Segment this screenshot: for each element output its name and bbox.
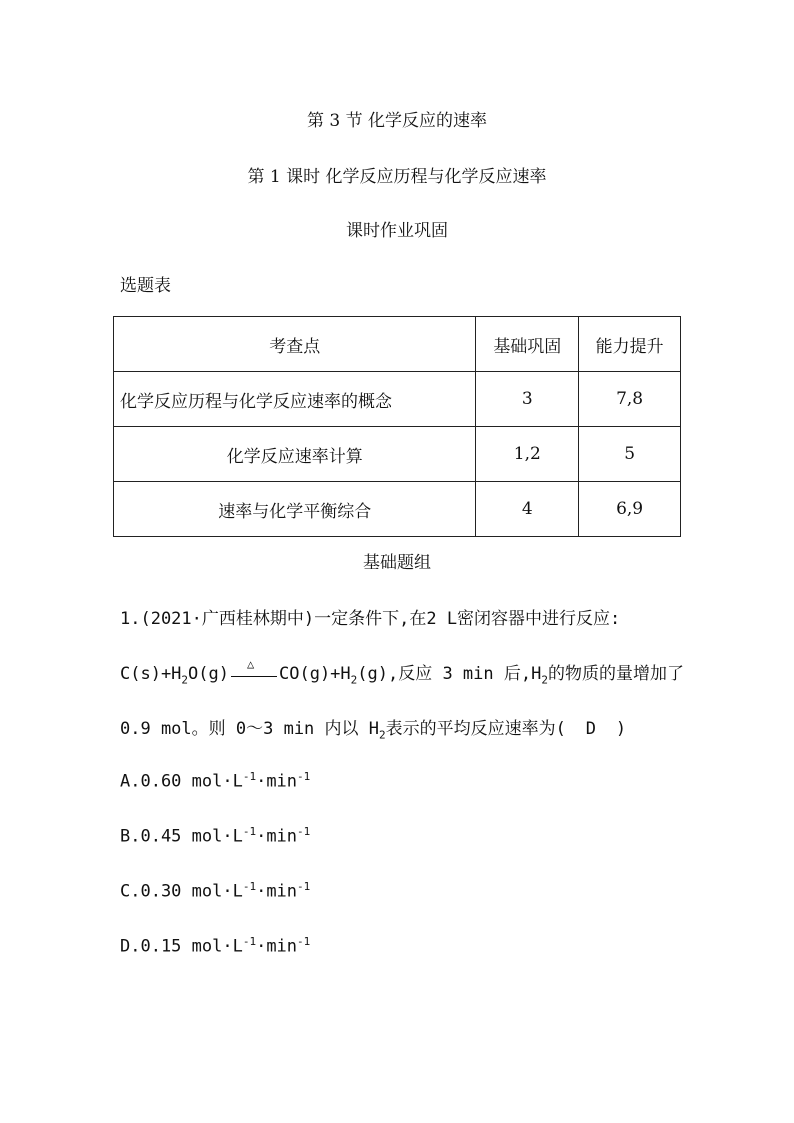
option-sup: -1 (297, 935, 311, 948)
question-line-3 (120, 714, 626, 741)
table-cell: 4 (476, 482, 579, 537)
question-line-1: 1.(2021·广西桂林期中)一定条件下,在2 L密闭容器中进行反应: (120, 609, 621, 629)
option-a (120, 770, 310, 792)
option-sup: -1 (242, 770, 257, 783)
table-cell: 6,9 (579, 482, 681, 537)
eq-tail: 的物质的量增加了 (547, 664, 684, 684)
eq-subscript: 2 (181, 673, 189, 687)
option-text: ·min (256, 826, 298, 847)
lesson-title: 第 1 课时 化学反应历程与化学反应速率 (247, 167, 547, 187)
option-c (120, 880, 310, 902)
table-row (114, 482, 681, 537)
group-title: 基础题组 (363, 553, 431, 573)
table-cell: 7,8 (579, 372, 681, 427)
table-cell: 3 (476, 372, 579, 427)
option-sup: -1 (242, 935, 257, 948)
line3-subscript: 2 (379, 728, 386, 742)
table-cell: 5 (579, 427, 681, 482)
header-topic: 考查点 (114, 317, 476, 372)
option-b (120, 825, 310, 847)
table-cell: 1,2 (476, 427, 579, 482)
table-header-row (114, 317, 681, 372)
option-text: C.0.30 mol·L (120, 881, 243, 902)
option-text: B.0.45 mol·L (120, 826, 243, 847)
header-basic: 基础巩固 (476, 317, 579, 372)
option-text: A.0.60 mol·L (120, 771, 243, 792)
option-d (120, 935, 310, 957)
table-label: 选题表 (120, 276, 171, 296)
eq-subscript: 2 (350, 673, 358, 687)
table-cell: 速率与化学平衡综合 (114, 482, 476, 537)
answer-blank: D (585, 719, 596, 739)
option-text: ·min (256, 881, 298, 902)
selection-table (113, 316, 681, 537)
option-text: D.0.15 mol·L (120, 936, 243, 957)
option-sup: -1 (297, 770, 311, 783)
line3-close: ) (615, 719, 627, 739)
heat-condition-icon: △ (247, 657, 255, 671)
homework-subtitle: 课时作业巩固 (346, 221, 448, 241)
eq-products: CO(g)+H (279, 664, 351, 684)
eq-subscript: 2 (541, 673, 548, 687)
header-advanced: 能力提升 (579, 317, 681, 372)
line3-text-b: 表示的平均反应速率为( (385, 719, 566, 739)
option-sup: -1 (297, 880, 311, 893)
option-sup: -1 (297, 825, 311, 838)
question-equation (120, 659, 684, 686)
section-title: 第 3 节 化学反应的速率 (306, 111, 488, 131)
eq-reactant-tail: O(g) (188, 664, 229, 684)
table-row (114, 372, 681, 427)
eq-product-tail: (g),反应 3 min 后,H (357, 664, 542, 684)
option-sup: -1 (242, 880, 257, 893)
table-row (114, 427, 681, 482)
option-text: ·min (256, 936, 298, 957)
reaction-arrow (229, 657, 279, 679)
option-sup: -1 (242, 825, 257, 838)
table-cell: 化学反应速率计算 (114, 427, 476, 482)
line3-text: 0.9 mol。则 0～3 min 内以 H (120, 719, 379, 739)
option-text: ·min (256, 771, 298, 792)
table-cell: 化学反应历程与化学反应速率的概念 (114, 372, 476, 427)
eq-reactants: C(s)+H (120, 664, 182, 684)
